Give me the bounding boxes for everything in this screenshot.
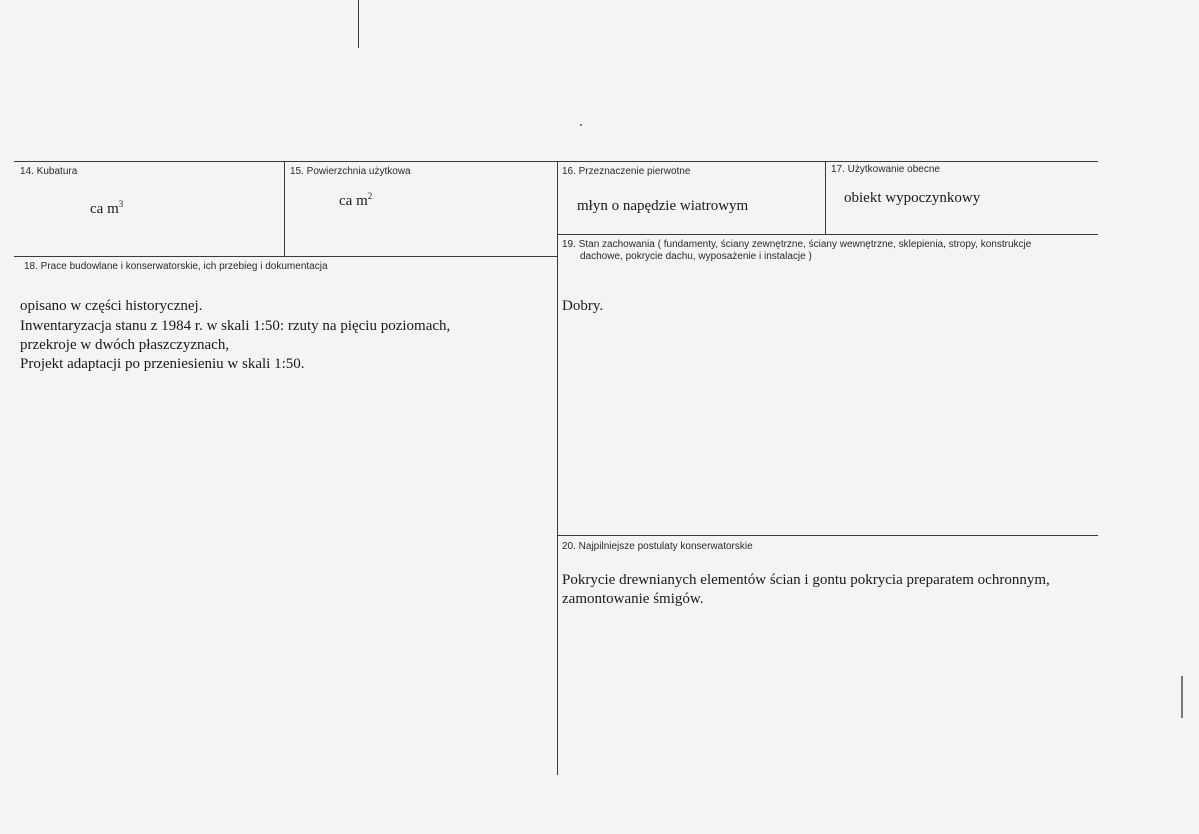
rule-right-mid [557,234,1098,235]
top-mark [358,0,359,48]
postulaty-line-2: zamontowanie śmigów. [562,591,704,607]
value-kubatura [90,200,123,219]
rule-right-low [557,535,1098,536]
divider-16-17 [825,161,826,234]
label-powierzchnia: 15. Powierzchnia użytkowa [290,166,411,177]
label-uzytkowanie: 17. Użytkowanie obecne [831,164,940,175]
label-stan-line-2: dachowe, pokrycie dachu, wyposażenie i instalacje ) [580,251,812,262]
scan-speck [580,124,582,126]
value-kubatura-text: ca m [90,201,119,217]
prace-line-1: opisano w części historycznej. [20,298,203,314]
label-prace: 18. Prace budowlane i konserwatorskie, ich przebieg i dokumentacja [24,261,328,272]
prace-line-3: przekroje w dwóch płaszczyznach, [20,337,230,353]
scan-mark [1181,676,1183,718]
label-postulaty: 20. Najpilniejsze postulaty konserwatorskie [562,541,753,552]
value-powierzchnia-exp: 2 [367,191,373,201]
divider-14-15 [284,161,285,256]
value-kubatura-exp: 3 [118,199,124,209]
prace-line-2: Inwentaryzacja stanu z 1984 r. w skali 1:50: rzuty na pięciu poziomach, [20,318,451,334]
rule-left-mid [14,256,557,257]
label-kubatura: 14. Kubatura [20,166,78,177]
value-powierzchnia-text: ca m [339,193,368,209]
label-przeznaczenie: 16. Przeznaczenie pierwotne [562,166,691,177]
value-powierzchnia [339,192,372,211]
value-uzytkowanie: obiekt wypoczynkowy [844,190,981,206]
value-stan: Dobry. [562,298,604,314]
label-stan-line-1: 19. Stan zachowania ( fundamenty, ściany zewnętrzne, ściany wewnętrzne, sklepienia, stropy, konstrukcje [562,239,1032,250]
value-przeznaczenie: młyn o napędzie wiatrowym [577,198,749,214]
postulaty-line-1: Pokrycie drewnianych elementów ścian i gontu pokrycia preparatem ochronnym, [562,572,1050,588]
prace-line-4: Projekt adaptacji po przeniesieniu w skali 1:50. [20,356,305,372]
divider-main [557,161,558,775]
top-rule [14,161,1098,162]
